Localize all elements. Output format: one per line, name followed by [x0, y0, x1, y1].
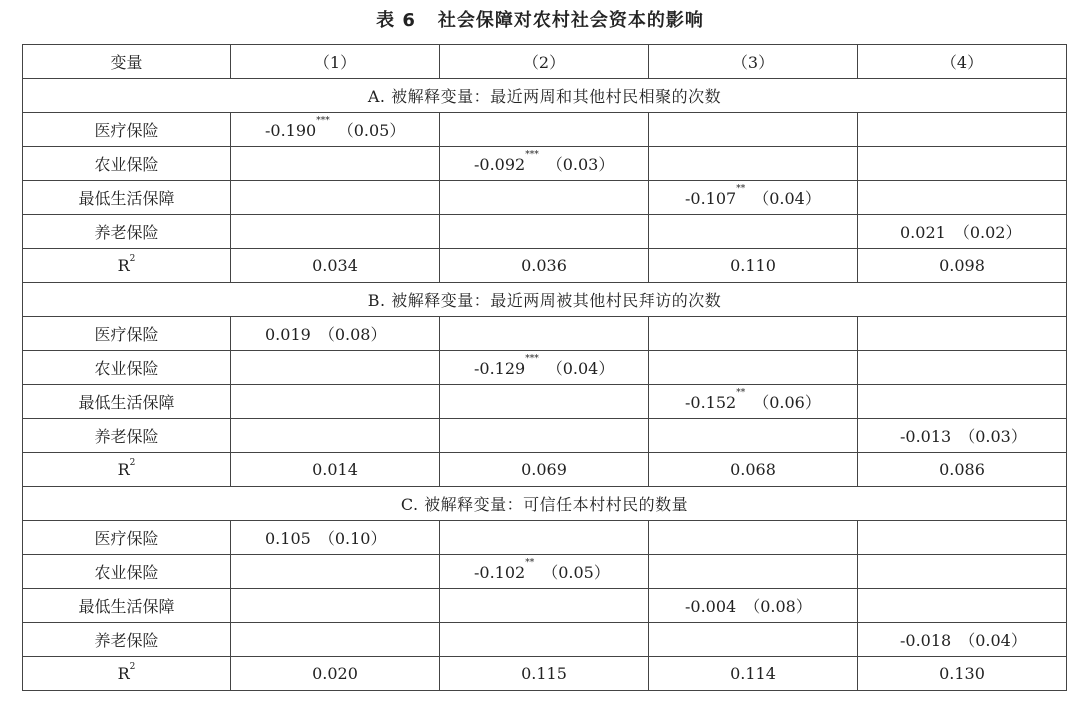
empty-cell	[440, 215, 649, 249]
r-squared-row	[23, 657, 1067, 691]
empty-cell	[440, 385, 649, 419]
standard-error: （0.08）	[744, 597, 812, 616]
coefficient-value: 0.021	[900, 223, 946, 242]
table-row	[23, 385, 1067, 419]
coefficient-cell	[858, 419, 1067, 453]
panel-title: C. 被解释变量：可信任本村村民的数量	[23, 487, 1067, 521]
header-col-3: （3）	[649, 45, 858, 79]
header-variable: 变量	[23, 45, 231, 79]
coefficient-cell	[649, 385, 858, 419]
r-squared-value: 0.020	[231, 657, 440, 691]
empty-cell	[440, 521, 649, 555]
standard-error: （0.06）	[753, 393, 821, 412]
table-row	[23, 113, 1067, 147]
r-squared-symbol: R	[117, 664, 130, 683]
coefficient-value: -0.018	[900, 631, 952, 650]
r-squared-value: 0.036	[440, 249, 649, 283]
empty-cell	[231, 181, 440, 215]
table-number: 表 6	[376, 10, 416, 31]
standard-error: （0.04）	[959, 631, 1027, 650]
empty-cell	[858, 589, 1067, 623]
empty-cell	[649, 215, 858, 249]
empty-cell	[231, 589, 440, 623]
significance-stars: ***	[525, 354, 539, 364]
panel-header-row	[23, 283, 1067, 317]
empty-cell	[231, 215, 440, 249]
empty-cell	[649, 113, 858, 147]
coefficient-value: -0.129	[474, 359, 526, 378]
coefficient-cell	[231, 521, 440, 555]
empty-cell	[440, 623, 649, 657]
empty-cell	[231, 147, 440, 181]
panel-title: A. 被解释变量：最近两周和其他村民相聚的次数	[23, 79, 1067, 113]
coefficient-value: -0.004	[685, 597, 737, 616]
significance-stars: **	[525, 558, 535, 568]
coefficient-cell	[231, 113, 440, 147]
r-squared-exponent: 2	[129, 662, 136, 672]
row-label: 医疗保险	[23, 317, 231, 351]
empty-cell	[649, 419, 858, 453]
r-squared-label	[23, 657, 231, 691]
coefficient-cell	[440, 351, 649, 385]
coefficient-value: -0.102	[474, 563, 526, 582]
coefficient-cell	[649, 181, 858, 215]
empty-cell	[858, 147, 1067, 181]
empty-cell	[858, 385, 1067, 419]
standard-error: （0.05）	[542, 563, 610, 582]
coefficient-value: -0.092	[474, 155, 526, 174]
r-squared-value: 0.130	[858, 657, 1067, 691]
header-col-2: （2）	[440, 45, 649, 79]
coefficient-cell	[858, 623, 1067, 657]
empty-cell	[649, 623, 858, 657]
empty-cell	[440, 113, 649, 147]
standard-error: （0.03）	[959, 427, 1027, 446]
row-label: 养老保险	[23, 623, 231, 657]
empty-cell	[858, 317, 1067, 351]
row-label: 医疗保险	[23, 521, 231, 555]
coefficient-value: -0.190	[265, 121, 317, 140]
row-label: 医疗保险	[23, 113, 231, 147]
r-squared-value: 0.114	[649, 657, 858, 691]
r-squared-value: 0.115	[440, 657, 649, 691]
r-squared-value: 0.014	[231, 453, 440, 487]
empty-cell	[231, 351, 440, 385]
standard-error: （0.02）	[953, 223, 1022, 242]
coefficient-cell	[649, 589, 858, 623]
table-row	[23, 521, 1067, 555]
table-row	[23, 317, 1067, 351]
panel-header-row	[23, 487, 1067, 521]
coefficient-value: 0.019	[265, 325, 311, 344]
r-squared-value: 0.110	[649, 249, 858, 283]
empty-cell	[231, 419, 440, 453]
empty-cell	[440, 181, 649, 215]
empty-cell	[649, 317, 858, 351]
table-row	[23, 147, 1067, 181]
r-squared-exponent: 2	[129, 458, 136, 468]
r-squared-value: 0.068	[649, 453, 858, 487]
header-row	[23, 45, 1067, 79]
row-label: 农业保险	[23, 147, 231, 181]
row-label: 最低生活保障	[23, 589, 231, 623]
significance-stars: **	[736, 388, 746, 398]
coefficient-cell	[440, 555, 649, 589]
results-table	[22, 44, 1067, 691]
table-row	[23, 555, 1067, 589]
coefficient-value: -0.152	[685, 393, 737, 412]
standard-error: （0.05）	[337, 121, 406, 140]
row-label: 农业保险	[23, 555, 231, 589]
empty-cell	[649, 147, 858, 181]
coefficient-cell	[858, 215, 1067, 249]
coefficient-cell	[440, 147, 649, 181]
table-row	[23, 351, 1067, 385]
standard-error: （0.03）	[546, 155, 615, 174]
row-label: 农业保险	[23, 351, 231, 385]
table-row	[23, 419, 1067, 453]
header-col-1: （1）	[231, 45, 440, 79]
significance-stars: **	[736, 184, 746, 194]
panel-title: B. 被解释变量：最近两周被其他村民拜访的次数	[23, 283, 1067, 317]
r-squared-value: 0.034	[231, 249, 440, 283]
panel-header-row	[23, 79, 1067, 113]
empty-cell	[649, 351, 858, 385]
empty-cell	[858, 351, 1067, 385]
empty-cell	[858, 521, 1067, 555]
table-title: 社会保障对农村社会资本的影响	[437, 10, 704, 31]
r-squared-value: 0.069	[440, 453, 649, 487]
r-squared-symbol: R	[117, 460, 130, 479]
r-squared-exponent: 2	[129, 254, 136, 264]
row-label: 最低生活保障	[23, 181, 231, 215]
row-label: 养老保险	[23, 215, 231, 249]
standard-error: （0.04）	[546, 359, 615, 378]
empty-cell	[649, 555, 858, 589]
r-squared-row	[23, 249, 1067, 283]
standard-error: （0.04）	[753, 189, 821, 208]
empty-cell	[858, 555, 1067, 589]
r-squared-symbol: R	[117, 256, 130, 275]
empty-cell	[440, 317, 649, 351]
coefficient-cell	[231, 317, 440, 351]
empty-cell	[858, 181, 1067, 215]
table-row	[23, 181, 1067, 215]
r-squared-value: 0.086	[858, 453, 1067, 487]
empty-cell	[231, 385, 440, 419]
significance-stars: ***	[316, 116, 330, 126]
empty-cell	[649, 521, 858, 555]
results-table-body	[23, 45, 1067, 691]
table-row	[23, 215, 1067, 249]
table-row	[23, 589, 1067, 623]
coefficient-value: -0.013	[900, 427, 952, 446]
coefficient-value: -0.107	[685, 189, 737, 208]
r-squared-label	[23, 453, 231, 487]
table-caption	[0, 6, 1080, 32]
table-row	[23, 623, 1067, 657]
standard-error: （0.08）	[318, 325, 387, 344]
empty-cell	[440, 419, 649, 453]
coefficient-value: 0.105	[265, 529, 311, 548]
r-squared-row	[23, 453, 1067, 487]
empty-cell	[440, 589, 649, 623]
r-squared-label	[23, 249, 231, 283]
empty-cell	[231, 623, 440, 657]
standard-error: （0.10）	[318, 529, 387, 548]
significance-stars: ***	[525, 150, 539, 160]
empty-cell	[858, 113, 1067, 147]
header-col-4: （4）	[858, 45, 1067, 79]
r-squared-value: 0.098	[858, 249, 1067, 283]
empty-cell	[231, 555, 440, 589]
row-label: 养老保险	[23, 419, 231, 453]
row-label: 最低生活保障	[23, 385, 231, 419]
